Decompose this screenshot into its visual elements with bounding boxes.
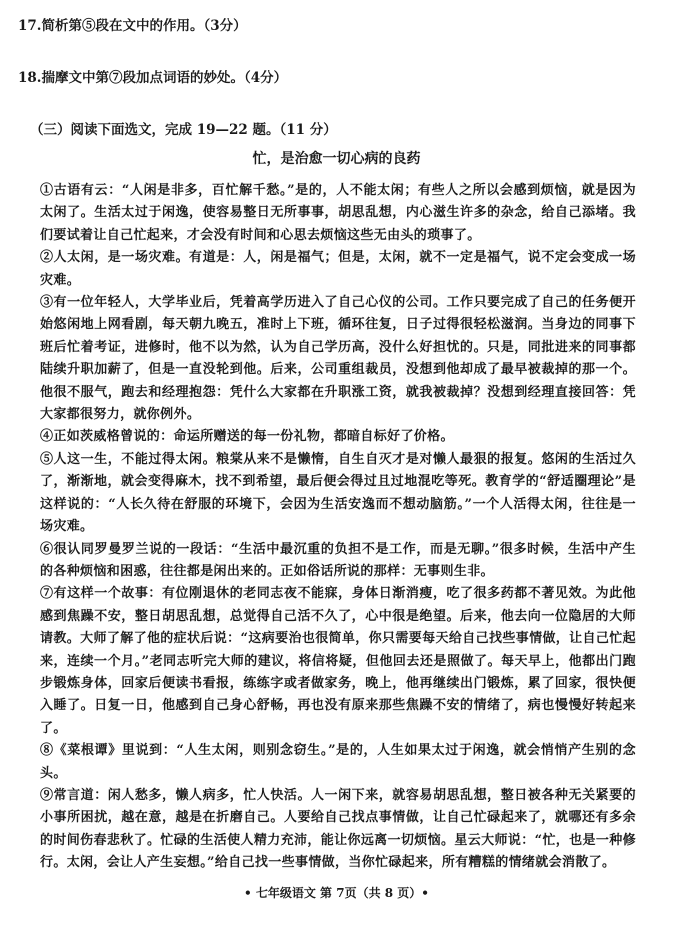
essay-title: 忙，是治愈一切心病的良药 bbox=[252, 151, 421, 167]
essay-paragraph-1: ①古语有云：“人闲是非多，百忙解千愁。”是的，人不能太闲；有些人之所以会感到烦恼，就是因为太闲了。生活太过于闲逸，使容易整日无所事事，胡思乱想，内心滋生许多的杂念，给自己添堵。我们要试着让自己忙起来，才会没有时间和心思去烦恼这些无由头的琐事了。 bbox=[40, 183, 636, 243]
essay-body bbox=[40, 180, 636, 875]
essay-paragraph-4: ④正如茨威格曾说的：命运所赠送的每一份礼物，都暗自标好了价格。 bbox=[40, 429, 454, 445]
page-footer: • 七年级语文 第 7页（共 8 页）• bbox=[244, 886, 429, 900]
section-heading: （三）阅读下面选文，完成 19—22 题。（11 分） bbox=[30, 122, 337, 138]
essay-paragraph-2: ②人太闲，是一场灾难。有道是：人，闲是福气；但是，太闲，就不一定是福气，说不定会变成一场灾难。 bbox=[40, 250, 636, 288]
essay-paragraph-5: ⑤人这一生，不能过得太闲。粮棠从来不是懒惰，自生自灭才是对懒人最狠的报复。悠闲的生活过久了，渐渐地，就会变得麻木，找不到希望，最后便会得过且过地混吃等死。教育学的“舒适圈理论”是这样说的：“人长久待在舒服的环境下，会因为生活安逸而不想动脑筋。”一个人活得太闲，往往是一场灾难。 bbox=[40, 451, 636, 535]
question-17: 17.简析第⑤段在文中的作用。（3分） bbox=[18, 18, 247, 34]
essay-paragraph-9: ⑨常言道：闲人愁多，懒人病多，忙人快活。人一闲下来，就容易胡思乱想，整日被各种无关紧要的小事所困扰，越在意，越是在折磨自己。人要给自己找点事情做，让自己忙碌起来了，就哪还有多余的时间伤春悲秋了。忙碌的生活使人精力充沛，能让你远离一切烦恼。星云大师说：“忙，也是一种修行。太闲，会让人产生妄想。”给自己找一些事情做，当你忙碌起来，所有糟糕的情绪就会消散了。 bbox=[40, 787, 636, 871]
essay-paragraph-8: ⑧《菜根谭》里说到：“人生太闲，则别念窃生。”是的，人生如果太过于闲逸，就会悄悄产生别的念头。 bbox=[40, 743, 636, 781]
question-18: 18.揣摩文中第⑦段加点词语的妙处。（4分） bbox=[18, 70, 288, 86]
essay-paragraph-3: ③有一位年轻人，大学毕业后，凭着高学历进入了自己心仪的公司。工作只要完成了自己的任务便开始悠闲地上网看剧，每天朝九晚五，准时上下班，循环往复，日子过得很轻松滋润。当身边的同事下班后忙着考证，进修时，他不以为然，认为自己学历高，没什么好担忧的。只是，同批进来的同事都陆续升职加薪了，但是一直没轮到他。后来，公司重组裁员，没想到他却成了最早被裁掉的那一个。他很不服气，跑去和经理抱怨：凭什么大家都在升职涨工资，就我被裁掉？没想到经理直接回答：凭大家都很努力，就你例外。 bbox=[40, 295, 636, 423]
essay-paragraph-7: ⑦有这样一个故事：有位刚退休的老同志夜不能寐，身体日渐消瘦，吃了很多药都不著见效。为此他感到焦躁不安，整日胡思乱想，总觉得自己活不久了，心中很是绝望。后来，他去向一位隐居的大师请教。大师了解了他的症状后说：“这病要治也很简单，你只需要每天给自己找些事情做，让自己忙起来，连续一个月。”老同志听完大师的建议，将信将疑，但他回去还是照做了。每天早上，他都出门跑步锻炼身体，回家后便读书看报，练练字或者做家务，晚上，他再继续出门锻炼，累了回家，很快便入睡了。日复一日，他感到自己身心舒畅，再也没有原来那些焦躁不安的情绪了，病也慢慢好转起来了。 bbox=[40, 586, 636, 736]
essay-paragraph-6: ⑥很认同罗曼罗兰说的一段话：“生活中最沉重的负担不是工作，而是无聊。”很多时候，生活中产生的各种烦恼和困惑，往往都是闲出来的。正如俗话所说的那样：无事则生非。 bbox=[40, 541, 636, 579]
